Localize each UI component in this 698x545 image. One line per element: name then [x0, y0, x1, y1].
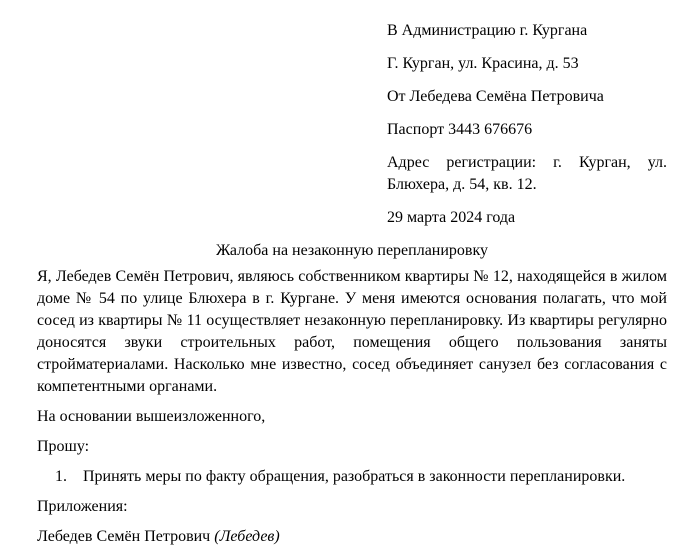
complaint-body-paragraph: Я, Лебедев Семён Петрович, являюсь собственником квартиры № 12, находящейся в жилом доме № 54 по улице Блюхера в г. Кургане. У меня имеются основания полагать, что мой сосед из квартиры № 11 осуществляет незаконную перепланировку. Из квартиры регулярно доносятся звуки строительных работ, помещения общего пользования заняты стройматериалами. Насколько мне известно, сосед объединяет санузел без согласования с компетентными органами.	[37, 268, 667, 395]
letter-header-block	[387, 20, 667, 229]
request-item-number: 1.	[55, 468, 67, 485]
recipient-line: В Администрацию г. Кургана	[387, 22, 588, 39]
passport-line: Паспорт 3443 676676	[387, 121, 533, 138]
signature-line	[37, 526, 667, 545]
signature-note: (Лебедев)	[214, 528, 280, 545]
document-title: Жалоба на незаконную перепланировку	[215, 242, 489, 259]
date-line: 29 марта 2024 года	[387, 209, 516, 226]
basis-line: На основании вышеизложенного,	[37, 408, 266, 425]
request-item-text: Принять меры по факту обращения, разобраться в законности перепланировки.	[83, 468, 626, 485]
recipient-address-line: Г. Курган, ул. Красина, д. 53	[387, 55, 579, 72]
signature-name: Лебедев Семён Петрович	[37, 528, 211, 545]
request-intro-line: Прошу:	[37, 438, 90, 455]
attachments-label: Приложения:	[37, 498, 128, 515]
request-item	[37, 466, 667, 488]
registration-address-line: Адрес регистрации: г. Курган, ул. Блюхера, д. 54, кв. 12.	[387, 154, 667, 193]
sender-name-line: От Лебедева Семёна Петровича	[387, 88, 604, 105]
